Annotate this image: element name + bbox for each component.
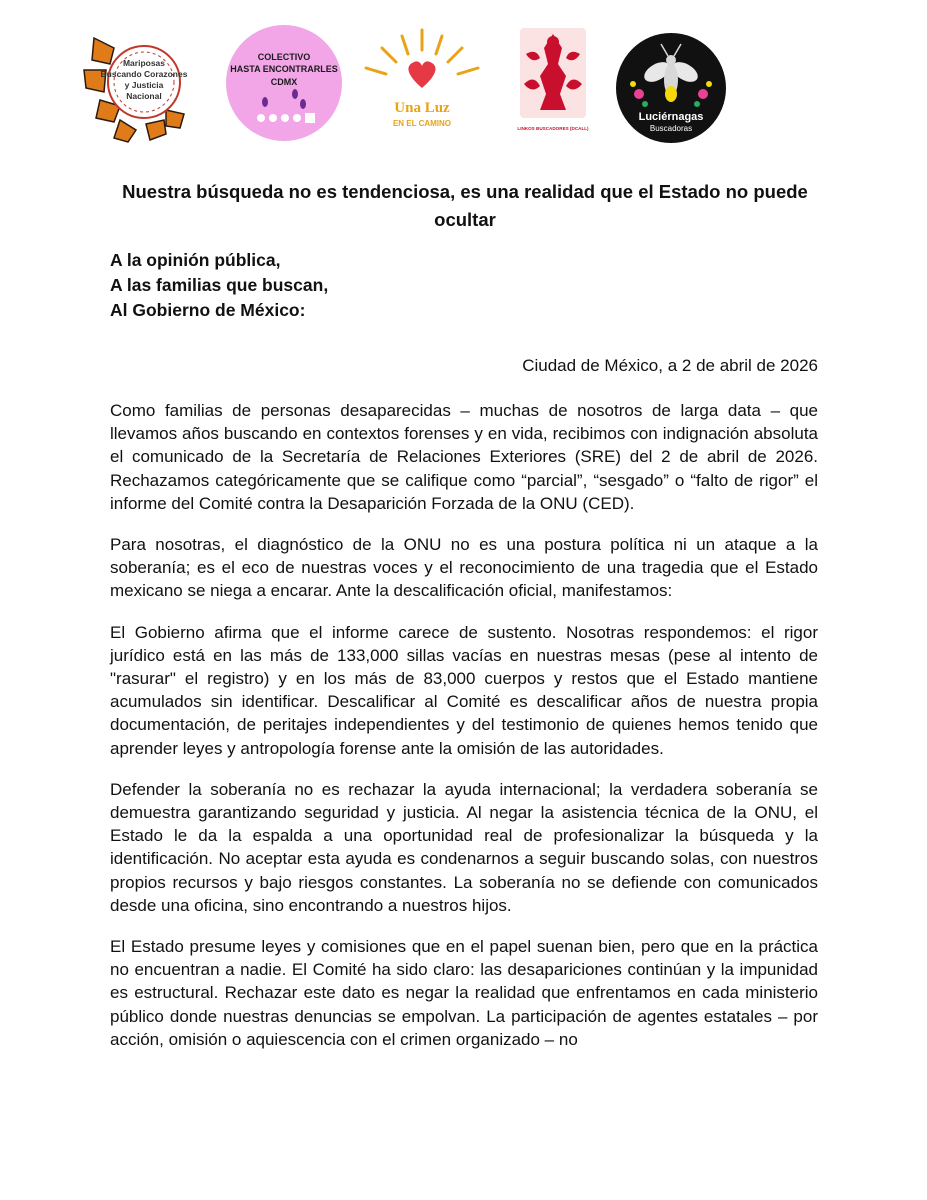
- svg-text:COLECTIVO: COLECTIVO: [257, 52, 311, 62]
- svg-text:y Justicia: y Justicia: [124, 80, 164, 90]
- document-body: [110, 399, 818, 1069]
- addressee-line: A las familias que buscan,: [110, 275, 329, 295]
- dateline: Ciudad de México, a 2 de abril de 2026: [522, 356, 818, 375]
- luciernagas-logo: [615, 32, 727, 144]
- body-paragraph: Defender la soberanía no es rechazar la ayuda internacional; la verdadera soberanía se demuestra garantizando seguridad y justicia. Al negar la asistencia técnica de la ONU, el Estado le da la espalda a una oportunidad real de profesionalizar la búsqueda y la identificación. No aceptar esta ayuda es condenarnos a seguir buscando solas, con nuestros propios recursos y bajo riesgos constantes. La soberanía no se defiende con comunicados desde una oficina, sino encontrando a nuestros hijos.: [110, 779, 818, 915]
- svg-text:EN EL CAMINO: EN EL CAMINO: [392, 119, 452, 128]
- svg-text:Una Luz: Una Luz: [394, 100, 450, 116]
- heart-icon: [408, 61, 435, 88]
- addressee-line: A la opinión pública,: [110, 250, 281, 270]
- svg-text:Buscadoras: Buscadoras: [649, 124, 693, 133]
- body-paragraph: Para nosotras, el diagnóstico de la ONU no es una postura política ni un ataque a la soberanía; es el eco de nuestras voces y el reconocimiento de una tragedia que el Estado mexicano se niega a encarar. Ante la descalificación oficial, manifestamos:: [110, 535, 818, 601]
- una-luz-logo: [358, 28, 486, 140]
- svg-text:Nacional: Nacional: [126, 91, 162, 101]
- addressee-line: Al Gobierno de México:: [110, 300, 306, 320]
- svg-text:HASTA ENCONTRARLES: HASTA ENCONTRARLES: [230, 64, 338, 74]
- body-paragraph: El Estado presume leyes y comisiones que en el papel suenan bien, pero que en la práctica no encuentran a nadie. El Comité ha sido claro: las desapariciones continúan y la impunidad es estructural. Rechazar este dato es negar la realidad que enfrentamos en cada ministerio público donde nuestras denuncias se empolvan. La participación de agentes estatales – por acción, omisión o aquiescencia con el crimen organizado – no: [110, 937, 818, 1049]
- colectivo-logo: [225, 24, 343, 142]
- svg-text:CDMX: CDMX: [270, 77, 298, 87]
- body-paragraph: Como familias de personas desaparecidas – muchas de nosotros de larga data – que llevamos años buscando en contextos forenses y en vida, recibimos con indignación absoluta el comunicado de la Secretaría de Relaciones Exteriores (SRE) del 2 de abril de 2026. Rechazamos categóricamente que se califique como “parcial”, “sesgado” o “falto de rigor” el informe del Comité contra la Desaparición Forzada de la ONU (CED).: [110, 401, 818, 513]
- butterfly-icon: [80, 30, 192, 146]
- svg-text:Luciérnagas: Luciérnagas: [638, 111, 704, 123]
- document-title: Nuestra búsqueda no es tendenciosa, es una realidad que el Estado no puede ocultar: [122, 181, 808, 230]
- mariposas-logo: [80, 30, 192, 146]
- body-paragraph: El Gobierno afirma que el informe carece de sustento. Nosotras respondemos: el rigor jurídico está en las más de 133,000 sillas vacías en nuestras mesas (pese al intento de "rasurar" el registro) y en los más de 83,000 cuerpos y restos que el Estado mantiene acumulados sin identificar. Descalificar al Comité es descalificar años de nuestra propia documentación, de peritajes independientes y del testimonio de quienes hemos tenido que aprender leyes y antropología forense ante la omisión de las autoridades.: [110, 622, 818, 758]
- linkos-logo: [514, 24, 592, 152]
- addressees: [110, 248, 328, 323]
- svg-text:LINKOS BUSCADORES (DCALL): LINKOS BUSCADORES (DCALL): [517, 126, 589, 131]
- svg-text:Mariposas: Mariposas: [122, 58, 166, 68]
- svg-text:Buscando Corazones: Buscando Corazones: [100, 69, 188, 79]
